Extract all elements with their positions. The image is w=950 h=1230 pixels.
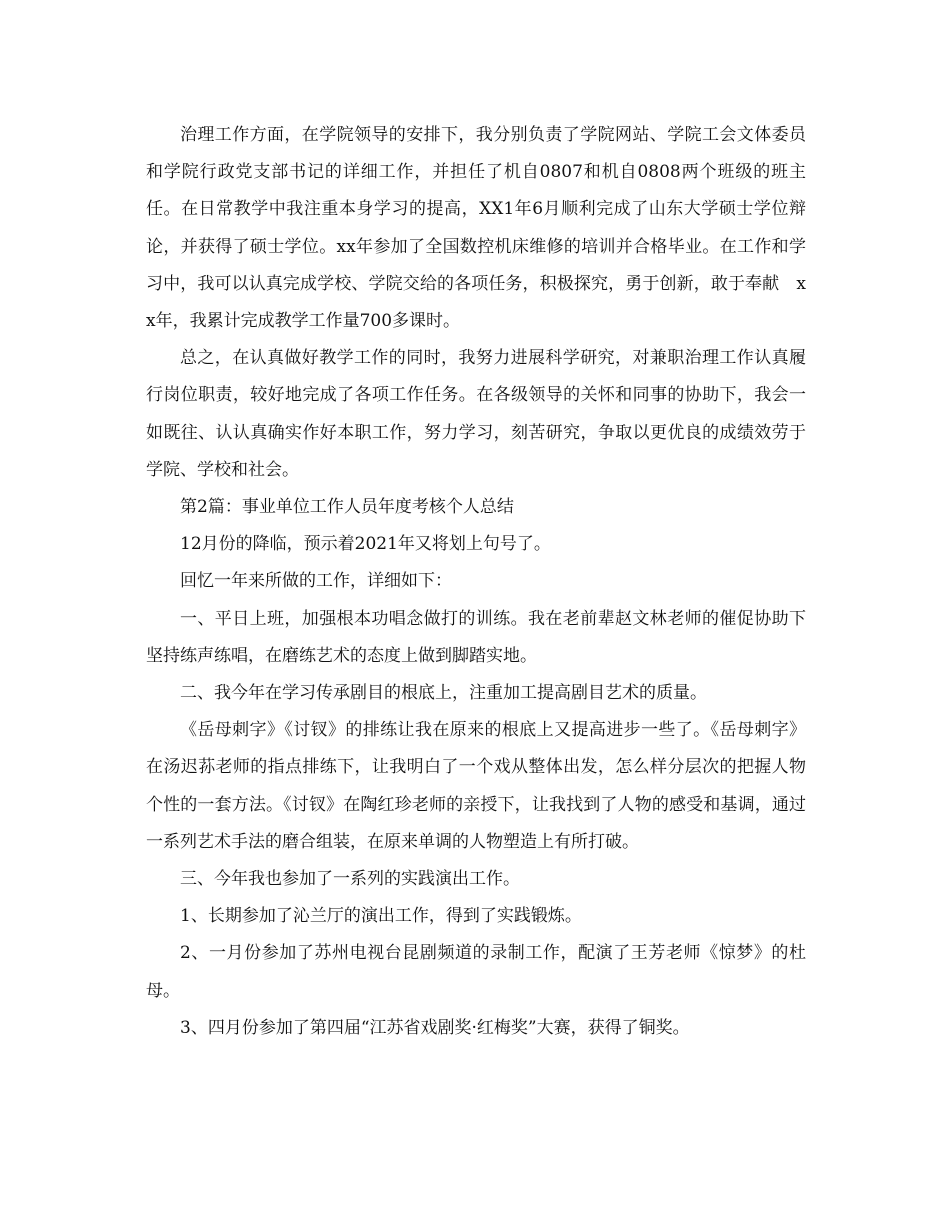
paragraph-rehearsal-details: 《岳母刺字》《讨钗》的排练让我在原来的根底上又提高进步一些了。《岳母刺字》在汤迟荪老师的指点排练下，让我明白了一个戏从整体出发，怎么样分层次的把握人物个性的一套方法。《讨钗》在陶红珍老师的亲授下，让我找到了人物的感受和基调，通过一系列艺术手法的磨合组装，在原来单调的人物塑造上有所打破。 <box>146 720 806 852</box>
paragraph-item-1-training: 一、平日上班，加强根本功唱念做打的训练。我在老前辈赵文林老师的催促协助下坚持练声练唱，在磨练艺术的态度上做到脚踏实地。 <box>146 608 806 666</box>
paragraph-item-2-repertoire: 二、我今年在学习传承剧目的根底上，注重加工提高剧目艺术的质量。 <box>180 683 707 704</box>
list-item-performance-3: 3、四月份参加了第四届“江苏省戏剧奖·红梅奖”大赛，获得了铜奖。 <box>180 1017 690 1038</box>
list-item-performance-1: 1、长期参加了沁兰厅的演出工作，得到了实践锻炼。 <box>180 906 582 927</box>
document-page <box>146 117 806 1047</box>
paragraph-governance-work: 治理工作方面，在学院领导的安排下，我分别负责了学院网站、学院工会文体委员和学院行政党支部书记的详细工作，并担任了机自0807和机自0808两个班级的班主任。在日常教学中我注重本身学习的提高，XX1年6月顺利完成了山东大学硕士学位辩论，并获得了硕士学位。xx年参加了全国数控机床维修的培训并合格毕业。在工作和学习中，我可以认真完成学校、学院交给的各项任务，积极探究，勇于创新，敢于奉献 xx年，我累计完成教学工作量700多课时。 <box>146 125 806 332</box>
section-heading-article-2: 第2篇：事业单位工作人员年度考核个人总结 <box>180 497 514 518</box>
paragraph-item-3-performances: 三、今年我也参加了一系列的实践演出工作。 <box>180 869 520 890</box>
paragraph-conclusion: 总之，在认真做好教学工作的同时，我努力进展科学研究，对兼职治理工作认真履行岗位职责，较好地完成了各项工作任务。在各级领导的关怀和同事的协助下，我会一如既往、认认真确实作好本职工作，努力学习，刻苦研究，争取以更优良的成绩效劳于学院、学校和社会。 <box>146 348 806 480</box>
paragraph-review-intro: 回忆一年来所做的工作，详细如下： <box>180 571 452 592</box>
paragraph-december-intro: 12月份的降临，预示着2021年又将划上句号了。 <box>180 534 551 555</box>
list-item-performance-2: 2、一月份参加了苏州电视台昆剧频道的录制工作，配演了王芳老师《惊梦》的杜母。 <box>146 943 806 1001</box>
